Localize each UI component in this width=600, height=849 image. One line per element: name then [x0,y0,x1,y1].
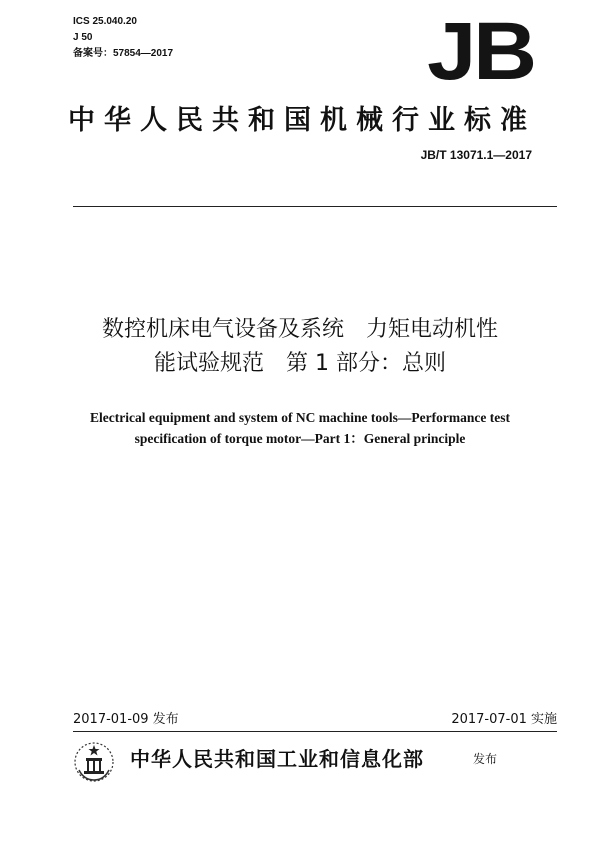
classification-block [73,14,173,62]
issue-date: 2017-01-09 发布 [73,712,179,727]
standard-type-heading: 中华人民共和国机械行业标准 [68,105,536,136]
category-code: J 50 [73,32,93,43]
issuing-ministry: 中华人民共和国工业和信息化部 [130,747,424,771]
english-title-line-2: specification of torque motor—Part 1：General principle [134,431,466,446]
chinese-title-line-2: 能试验规范 第 1 部分：总则 [154,351,446,376]
national-emblem-icon [72,740,116,784]
chinese-title-line-1: 数控机床电气设备及系统 力矩电动机性 [101,317,498,342]
top-divider [73,206,557,207]
effective-date: 2017-07-01 实施 [451,712,557,727]
publish-label: 发布 [473,752,498,766]
ics-code: ICS 25.040.20 [73,16,137,27]
bottom-divider [73,731,557,732]
jb-logo: JB [427,6,534,97]
filing-number: 备案号：57854—2017 [73,48,174,59]
standard-number: JB/T 13071.1—2017 [420,148,532,162]
english-title-line-1: Electrical equipment and system of NC machine tools—Performance test [90,410,510,425]
